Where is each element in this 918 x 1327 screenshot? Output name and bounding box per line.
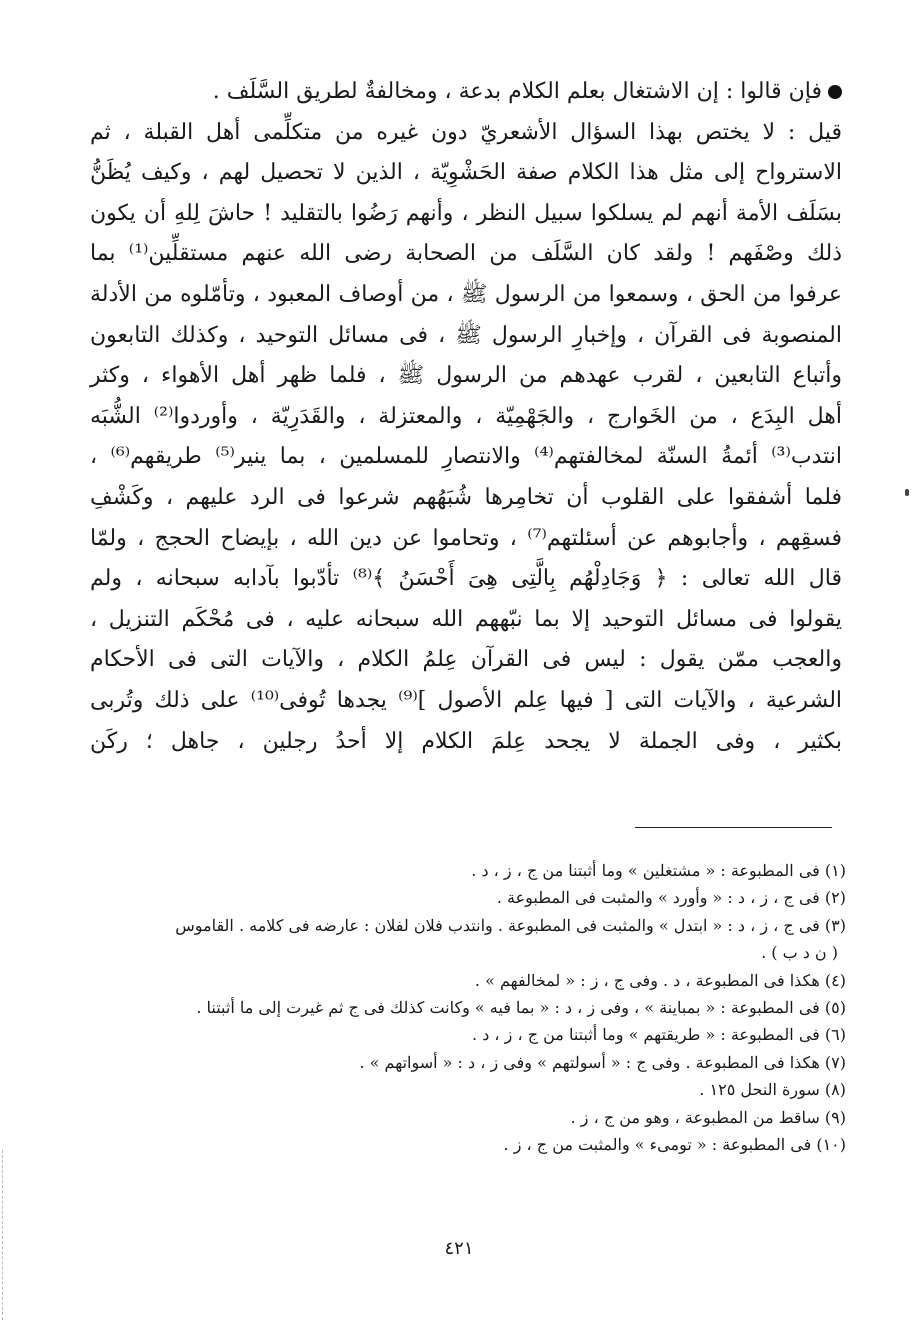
text-line-content: فإن قالوا : إن الاشتغال بعلم الكلام بدعة ، ومخالفةٌ لطريق السَّلَف .: [212, 79, 822, 104]
bullet-icon: [828, 85, 842, 99]
text-line: فسقِهم ، وأجابوهم عن أسئلتهم⁽⁷⁾ ، وتحاموا عن دين الله ، بإيضاح الحجج ، ولمّا: [90, 525, 842, 551]
text-line: بسَلَف الأمة أنهم لم يسلكوا سبيل النظر ، وأنهم رَضُوا بالتقليد ! حاشَ لِلهِ أن يكون: [90, 200, 842, 226]
text-line: الشرعية ، والآيات التى [ فيها عِلم الأصول ]⁽⁹⁾ يجدها تُوفى⁽¹⁰⁾ على ذلك وتُربى: [90, 687, 843, 713]
text-line: وأتباع التابعين ، لقرب عهدهم من الرسول ﷺ ، فلما ظهر أهل الأهواء ، وكثر: [90, 363, 842, 389]
text-line: فلما أشفقوا على القلوب أن تخامِرها شُبَهُهم شرعوا فى الرد عليهم ، وكَشْفِ: [90, 484, 842, 510]
text-line: المنصوبة فى القرآن ، وإخبارِ الرسول ﷺ ، فى مسائل التوحيد ، وكذلك التابعون: [90, 322, 842, 348]
margin-mark: [905, 489, 909, 496]
text-line-question: [90, 72, 842, 113]
footnote: (٩) ساقط من المطبوعة ، وهو من ج ، ز .: [570, 1107, 846, 1127]
text-line: قيل : لا يختص بهذا السؤال الأشعريّ دون غيره من متكلِّمى أهل القبلة ، ثم: [90, 119, 842, 145]
footnote: (١٠) فى المطبوعة : « تومىء » والمثبت من ج ، ز .: [503, 1135, 846, 1155]
text-line: انتدب⁽³⁾ أئمةُ السنّة لمخالفتهم⁽⁴⁾ والانتصارِ للمسلمين ، بما ينير⁽⁵⁾ طريقهم⁽⁶⁾ ،: [90, 444, 842, 470]
footnote: (٢) فى ج ، ز ، د : « وأورد » والمثبت فى المطبوعة .: [496, 888, 846, 908]
footnote: (٧) هكذا فى المطبوعة . وفى ج : « أسولتهم » وفى ز ، د : « أسواتهم » .: [359, 1052, 846, 1072]
main-text-block: [90, 72, 842, 762]
footnote: (١) فى المطبوعة : « مشتغلين » وما أثبتنا من ج ، ز ، د .: [471, 861, 846, 880]
footnote: (٤) هكذا فى المطبوعة ، د . وفى ج ، ز : « لمخالفهم » .: [474, 970, 846, 990]
footnote-separator: [635, 827, 832, 828]
footnote-continuation: ( ن د ب ) .: [761, 943, 838, 963]
text-line: والعجب ممّن يقول : ليس فى القرآن عِلمُ الكلام ، والآيات التى فى الأحكام: [90, 647, 842, 673]
footnote: (٣) فى ج ، ز ، د : « ابتدل » والمثبت فى المطبوعة . وانتدب فلان لفلان : عارضه فى كلامه . القاموس: [175, 915, 846, 935]
text-line: أهل البِدَع ، من الخَوارج ، والجَهْمِيّة ، والمعتزلة ، والقَدَرِيّة ، وأوردوا⁽²⁾ الشُّبَه: [90, 403, 842, 429]
scan-edge: [2, 1150, 5, 1320]
text-line: الاسترواح إلى مثل هذا الكلام صفة الحَشْوِيّة ، الذين لا تحصيل لهم ، وكيف يُظَنُّ: [90, 160, 842, 186]
text-line: ذلك وصْفَهم ! ولقد كان السَّلَف من الصحابة رضى الله عنهم مستقلِّين⁽¹⁾ بما: [90, 241, 843, 267]
text-line: يقولوا فى مسائل التوحيد إلا بما نبّههم الله سبحانه عليه ، فى مُحْكَم التنزيل ،: [90, 606, 842, 632]
page-number: ٤٢١: [444, 1238, 474, 1259]
footnote: (٦) فى المطبوعة : « طريقتهم » وما أثبتنا من ج ، ز ، د .: [472, 1025, 846, 1045]
text-line: قال الله تعالى : ﴿ وَجَادِلْهُم بِالَّتِى هِىَ أَحْسَنُ ﴾⁽⁸⁾ تأدّبوا بآدابه سبحانه ، ولم: [90, 566, 842, 592]
footnote: (٥) فى المطبوعة : « بمباينة » ، وفى ز ، د : « بما فيه » وكانت كذلك فى ج ثم غيرت إلى ما أثبتنا .: [196, 998, 846, 1018]
text-line: بكثير ، وفى الجملة لا يجحد عِلمَ الكلام إلا أحدُ رجلين ، جاهل ؛ ركَن: [90, 728, 842, 754]
footnote: (٨) سورة النحل ١٢٥ .: [699, 1080, 846, 1100]
footnotes-block: [84, 857, 846, 1158]
text-line: عرفوا من الحق ، وسمعوا من الرسول ﷺ ، من أوصاف المعبود ، وتأمّلوه من الأدلة: [90, 281, 842, 307]
